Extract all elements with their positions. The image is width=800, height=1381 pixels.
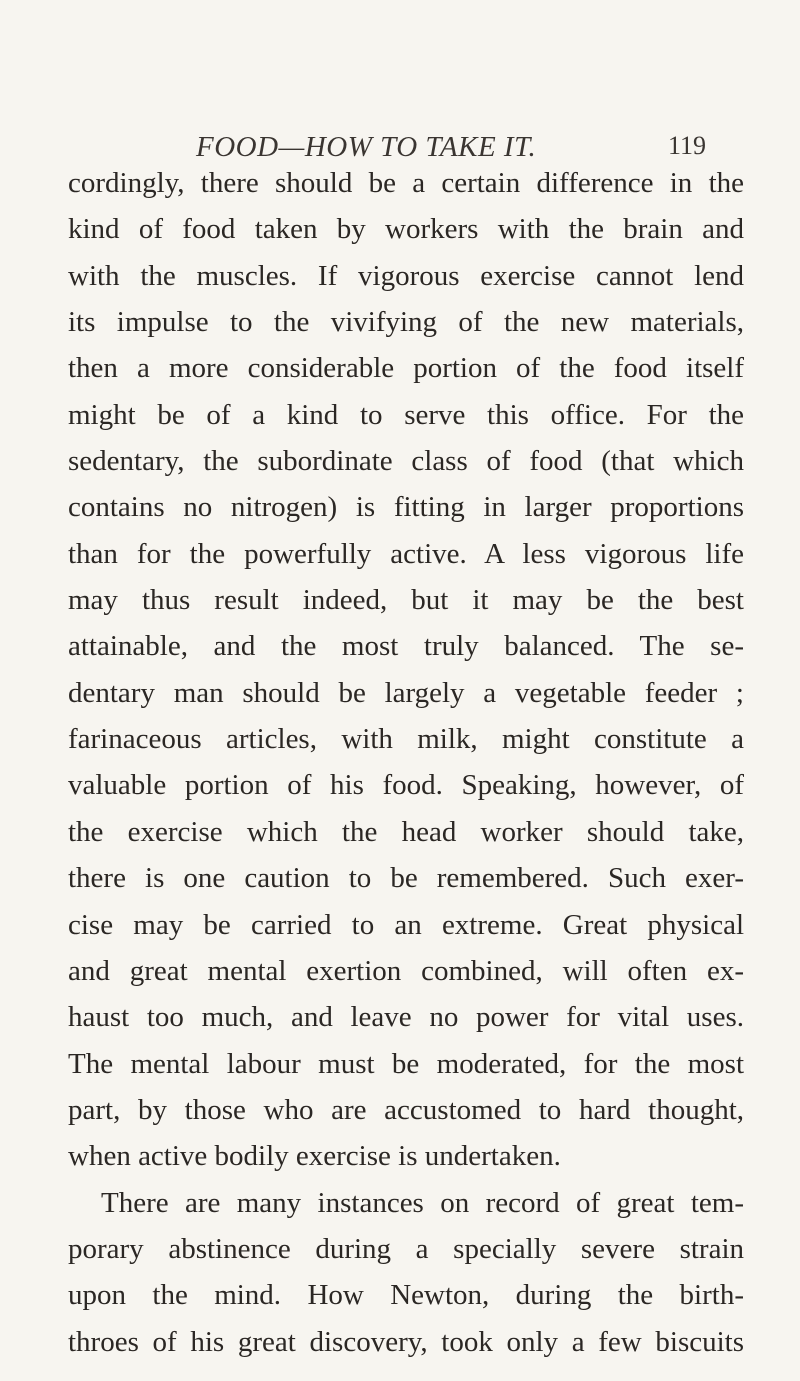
text-line: attainable, and the most truly balanced. The se- [68, 630, 744, 663]
text-line: cordingly, there should be a certain difference in the [68, 167, 744, 199]
text-line: than for the powerfully active. A less vigorous life [68, 537, 744, 570]
text-line: there is one caution to be remembered. Such exer- [68, 862, 744, 895]
text-line: with the muscles. If vigorous exercise cannot lend [68, 259, 744, 292]
text-line: may thus result indeed, but it may be the best [68, 584, 744, 617]
text-line: part, by those who are accustomed to hard thought, [68, 1093, 744, 1126]
paragraph-end-line: when active bodily exercise is undertaken. [68, 1140, 561, 1173]
text-line: throes of his great discovery, took only a few biscuits [68, 1325, 744, 1358]
page-number: 119 [668, 131, 707, 160]
paragraph-start-line: There are many instances on record of great tem- [101, 1186, 744, 1219]
text-line: kind of food taken by workers with the brain and [68, 213, 744, 246]
text-line: farinaceous articles, with milk, might constitute a [68, 723, 744, 756]
text-line: porary abstinence during a specially severe strain [68, 1232, 744, 1265]
text-line: sedentary, the subordinate class of food (that which [68, 445, 744, 478]
text-line: and great mental exertion combined, will often ex- [68, 954, 744, 987]
running-title: FOOD—HOW TO TAKE IT. [196, 131, 537, 163]
text-line: haust too much, and leave no power for vital uses. [68, 1001, 744, 1034]
text-line: The mental labour must be moderated, for the most [68, 1047, 744, 1080]
body-text [68, 160, 744, 1365]
text-line: upon the mind. How Newton, during the birth- [68, 1279, 744, 1312]
text-line: cise may be carried to an extreme. Great physical [68, 908, 744, 941]
text-line: then a more considerable portion of the food itself [68, 352, 744, 385]
text-line: contains no nitrogen) is fitting in larger proportions [68, 491, 744, 524]
text-line: valuable portion of his food. Speaking, however, of [68, 769, 744, 802]
text-line: dentary man should be largely a vegetable feeder ; [68, 676, 744, 709]
text-line: its impulse to the vivifying of the new materials, [68, 306, 744, 339]
text-line: the exercise which the head worker should take, [68, 815, 744, 848]
text-line: might be of a kind to serve this office. For the [68, 398, 744, 431]
